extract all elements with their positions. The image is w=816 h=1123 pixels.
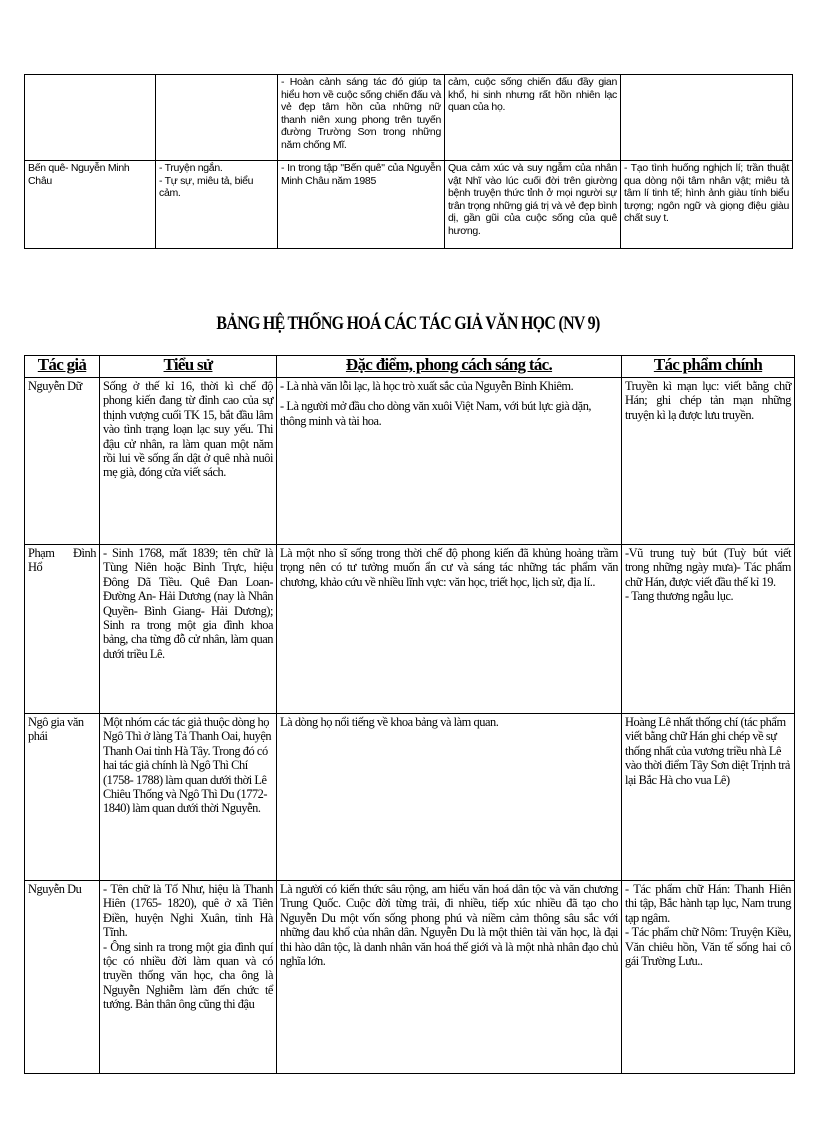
author-cell: Nguyễn Du	[25, 881, 100, 1074]
art-cell: - Tạo tình huống nghịch lí; trần thuật qua dòng nội tâm nhân vật; miêu tả tâm lí tinh tế; hình ảnh giàu tính biểu tượng; ngôn ngữ và giọng điệu giàu chất suy t.	[621, 161, 793, 249]
author-cell: Phạm Đình Hổ	[25, 545, 100, 714]
style-paragraph: - Là nhà văn lỗi lạc, là học trò xuất sắc của Nguyễn Bỉnh Khiêm.	[280, 379, 574, 393]
author-cell: Nguyễn Dữ	[25, 378, 100, 545]
style-paragraph: - Là người mở đầu cho dòng văn xuôi Việt Nam, với bút lực già dặn, thông minh và tài hoa.	[280, 399, 592, 428]
genre-cell	[156, 161, 278, 249]
works-paragraph: - Tác phẩm chữ Nôm: Truyện Kiều, Văn chiêu hồn, Văn tế sống hai cô gái Trường Lưu..	[625, 925, 791, 969]
table-row	[25, 881, 795, 1074]
style-paragraph: Là một nho sĩ sống trong thời chế độ phong kiến đã khủng hoảng trầm trọng nên có tư tưởng muốn ẩn cư và sáng tác những tác phẩm văn chương, khảo cứu về nhiều lĩnh vực: văn học, triết học, lịch sử, địa lí..	[280, 546, 618, 589]
works-cell: Hoàng Lê nhất thống chí (tác phẩm viết bằng chữ Hán ghi chép về sự thống nhất của vương triều nhà Lê vào thời điểm Tây Sơn diệt Trịnh trả lại Bắc Hà cho vua Lê)	[622, 714, 795, 881]
genre-cell	[156, 75, 278, 161]
style-cell	[277, 545, 622, 714]
header-biography: Tiểu sử	[100, 356, 277, 378]
header-works: Tác phẩm chính	[622, 356, 795, 378]
style-cell	[277, 881, 622, 1074]
table-row	[25, 161, 793, 249]
biography-paragraph: - Tên chữ là Tố Như, hiệu là Thanh Hiên (1765- 1820), quê ở xã Tiên Điền, huyện Nghi Xuân, tỉnh Hà Tĩnh.	[103, 882, 273, 940]
table-row	[25, 714, 795, 881]
biography-paragraph: - Ông sinh ra trong một gia đình quí tộc có nhiều đời làm quan và có truyền thống văn học, cha ông là Nguyễn Nghiễm làm đến chức tể tướng. Bản thân ông cũng thi đậu	[103, 939, 273, 1012]
table-row	[25, 378, 795, 545]
page-title: BẢNG HỆ THỐNG HOÁ CÁC TÁC GIẢ VĂN HỌC (NV 9)	[216, 314, 600, 334]
style-cell	[277, 714, 622, 881]
art-cell	[621, 75, 793, 161]
author-work-cell	[25, 75, 156, 161]
works-cell: Truyền kì mạn lục: viết bằng chữ Hán; ghi chép tản mạn những truyện kì lạ được lưu truyền.	[622, 378, 795, 545]
genre-line: - Tự sự, miêu tả, biểu cảm.	[159, 174, 254, 199]
content-cell: cảm, cuộc sống chiến đấu đầy gian khổ, hi sinh nhưng rất hồn nhiên lạc quan của họ.	[445, 75, 621, 161]
context-cell: - Hoàn cảnh sáng tác đó giúp ta hiểu hơn về cuộc sống chiến đấu và vẻ đẹp tâm hồn của những nữ thanh niên xung phong trên tuyến đường Trường Sơn trong những năm chống Mĩ.	[278, 75, 445, 161]
author-work-cell: Bến quê- Nguyễn Minh Châu	[25, 161, 156, 249]
biography-cell: - Sinh 1768, mất 1839; tên chữ là Tùng Niên hoặc Bỉnh Trực, hiệu Đông Dã Tiều. Quê Đan Loan- Đường An- Hải Dương (nay là Nhân Quyền- Bình Giang- Hải Dương); Sinh ra trong một gia đình khoa bảng, cha từng đỗ cử nhân, làm quan dưới triều Lê.	[100, 545, 277, 714]
top-summary-table	[24, 74, 793, 249]
style-paragraph: Là người có kiến thức sâu rộng, am hiểu văn hoá dân tộc và văn chương Trung Quốc. Cuộc đời từng trải, đi nhiều, tiếp xúc nhiều đã tạo cho Nguyễn Du một vốn sống phong phú và niềm cảm thông sâu sắc với những đau khổ của nhân dân. Nguyễn Du là một thiên tài văn học, là đại thi hào dân tộc, là danh nhân văn hoá thế giới và là một nhà nhân đạo chủ nghĩa lớn.	[280, 882, 618, 969]
style-cell	[277, 378, 622, 545]
header-author: Tác giả	[25, 356, 100, 378]
header-style: Đặc điểm, phong cách sáng tác.	[277, 356, 622, 378]
table-row	[25, 545, 795, 714]
works-cell	[622, 881, 795, 1074]
works-paragraph: - Tang thương ngẫu lục.	[625, 589, 734, 604]
table-row	[25, 75, 793, 161]
biography-cell: Sống ở thế kỉ 16, thời kì chế độ phong kiến đang từ đỉnh cao của sự thịnh vượng cuối TK 15, bắt đầu lâm vào tình trạng loạn lạc suy yếu. Thi đậu cử nhân, ra làm quan một năm rồi lui về sống ẩn dật ở quê nhà nuôi mẹ già, đóng cửa viết sách.	[100, 378, 277, 545]
genre-line: - Truyện ngắn.	[159, 162, 223, 174]
style-paragraph: Là dòng họ nổi tiếng về khoa bảng và làm quan.	[280, 715, 499, 729]
content-cell: Qua cảm xúc và suy ngẫm của nhân vật Nhĩ vào lúc cuối đời trên giường bệnh truyện thức tỉnh ở mọi người sự trân trọng những giá trị và vẻ đẹp bình dị, gần gũi của cuộc sống của quê hương.	[445, 161, 621, 249]
authors-table	[24, 355, 795, 1074]
works-paragraph: -Vũ trung tuỳ bút (Tuỳ bút viết trong những ngày mưa)- Tác phẩm chữ Hán, được viết đầu thế kỉ 19.	[625, 546, 791, 589]
works-paragraph: - Tác phẩm chữ Hán: Thanh Hiên thi tập, Bắc hành tạp lục, Nam trung tạp ngâm.	[625, 882, 791, 925]
author-cell: Ngô gia văn phái	[25, 714, 100, 881]
context-cell: - In trong tập "Bến quê" của Nguyễn Minh Châu năm 1985	[278, 161, 445, 249]
biography-cell: Một nhóm các tác giả thuộc dòng họ Ngô Thì ở làng Tả Thanh Oai, huyện Thanh Oai tỉnh Hà Tây. Trong đó có hai tác giả chính là Ngô Thì Chí (1758- 1788) làm quan dưới thời Lê Chiêu Thống và Ngô Thì Du (1772- 1840) làm quan dưới thời Nguyễn.	[100, 714, 277, 881]
biography-cell	[100, 881, 277, 1074]
table-header-row	[25, 356, 795, 378]
works-cell	[622, 545, 795, 714]
